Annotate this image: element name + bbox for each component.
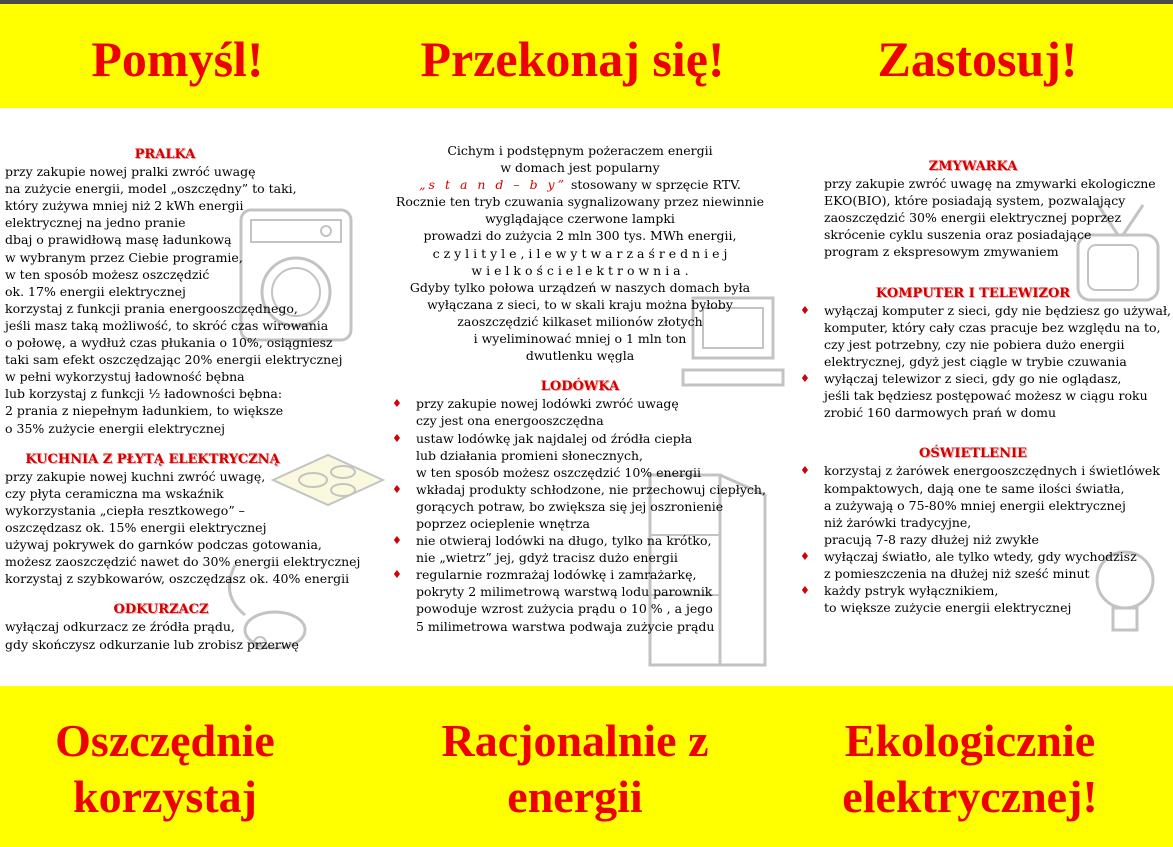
intro-line: zaoszczędzić kilkaset milionów złotych [457,313,703,329]
list-item [390,481,770,532]
standby-rest: stosowany w sprzęcie RTV. [567,177,741,193]
pralka-line: o 35% zużycie energii elektrycznej [5,420,226,436]
pralka-line: przy zakupie nowej pralki zwróć uwagę [5,164,256,180]
diamond-bullet-icon: ♦ [800,464,810,478]
lodowka-list [390,395,770,634]
list-item [390,532,770,566]
middle-column [390,142,770,635]
item-line: gorących potraw, bo zwiększa się jej oszronienie [416,498,724,514]
item-line: czy jest potrzebny, czy nie pobiera dużo energii [824,336,1125,352]
item-line: 5 milimetrowa warstwa podwaja zużycie prądu [416,618,715,634]
pralka-line: taki sam efekt oszczędzając 20% energii elektrycznej [5,352,343,368]
section-title-lodowka: LODÓWKA [540,379,620,395]
zmywarka-line: program z ekspresowym zmywaniem [824,244,1059,260]
item-line: każdy pstryk wyłącznikiem, [824,583,999,599]
header-przekonaj-sie: Przekonaj się! [420,31,725,87]
item-line: niż żarówki tradycyjne, [824,514,972,530]
diamond-bullet-icon: ♦ [800,549,810,563]
section-title-oswietlenie: OŚWIETLENIE [919,446,1027,462]
kuchnia-line: przy zakupie nowej kuchni zwróć uwagę, [5,468,266,484]
intro-line: w domach jest popularny [500,160,660,176]
list-item [798,548,1168,582]
item-line: a zużywają o 75-80% mniej energii elektrycznej [824,497,1126,513]
intro-line: prowadzi do zużycia 2 mln 300 tys. MWh energii, [423,228,737,244]
item-line: przy zakupie nowej lodówki zwróć uwagę [416,396,679,412]
item-line: zrobić 160 darmowych prań w domu [824,405,1057,421]
pralka-line: elektrycznej na jedno pranie [5,215,186,231]
section-title-kuchnia: KUCHNIA Z PŁYTĄ ELEKTRYCZNĄ [25,451,280,467]
item-line: komputer, który cały czas pracuje bez względu na to, [824,319,1161,335]
kuchnia-line: czy płyta ceramiczna ma wskaźnik [5,485,224,501]
item-line: to większe zużycie energii elektrycznej [824,600,1072,616]
item-line: wkładaj produkty schłodzone, nie przechowuj ciepłych, [416,481,766,497]
intro-line: dwutlenku węgla [525,348,635,364]
list-item [798,582,1168,616]
intro-line: wyłączana z sieci, to w skali kraju można byłoby [427,296,733,312]
item-line: wyłączaj telewizor z sieci, gdy go nie oglądasz, [824,371,1122,387]
list-item [390,430,770,481]
kuchnia-line: oszczędzasz ok. 15% energii elektrycznej [5,519,267,535]
zmywarka-line: skrócenie cyklu suszenia oraz posiadające [824,227,1092,243]
header-oszczednie-korzystaj: Oszczędnie korzystaj [55,715,275,822]
item-line: regularnie rozmrażaj lodówkę i zamrażarkę, [416,567,697,583]
header-zastosuj: Zastosuj! [877,31,1078,87]
intro-line-standby [390,176,770,193]
item-line: jeśli tak będziesz postępować możesz w ciągu roku [824,388,1148,404]
list-item [390,566,770,634]
pralka-line: o połowę, a wydłuż czas płukania o 10%, osiągniesz [5,335,333,351]
item-line: nie „wietrz” jej, gdyż tracisz dużo energii [416,550,678,566]
section-title-odkurzacz: ODKURZACZ [113,602,209,618]
item-line: czy jest ona energooszczędna [416,413,604,429]
diamond-bullet-icon: ♦ [800,303,810,317]
diamond-bullet-icon: ♦ [392,534,402,548]
pralka-line: lub korzystaj z funkcji ½ ładowności bębna: [5,386,283,402]
zmywarka-line: zaoszczędzić 30% energii elektrycznej poprzez [824,210,1122,226]
item-line: pokryty 2 milimetrową warstwą lodu parownik [416,584,713,600]
item-line: powoduje wzrost zużycia prądu o 10 % , a jego [416,601,713,617]
diamond-bullet-icon: ♦ [392,397,402,411]
pralka-line: w pełni wykorzystuj ładowność bębna [5,369,245,385]
pralka-line: który zużywa mniej niż 2 kWh energii [5,198,244,214]
section-title-zmywarka: ZMYWARKA [928,159,1018,174]
pralka-line: w wybranym przez Ciebie programie, [5,249,243,265]
list-item [798,370,1168,421]
left-column [5,146,361,653]
pralka-line: korzystaj z funkcji prania energooszczędnego, [5,300,298,316]
pralka-line: na zużycie energii, model „oszczędny” to taki, [5,181,297,197]
pralka-line: jeśli masz taką możliwość, to skróć czas wirowania [5,317,329,333]
item-line: korzystaj z żarówek energooszczędnych i świetlówek [824,463,1160,479]
section-title-pralka: PRALKA [134,147,196,162]
section-title-komputer-telewizor: KOMPUTER I TELEWIZOR [875,285,1071,301]
item-line: kompaktowych, dają one te same ilości światła, [824,480,1125,496]
kuchnia-line: wykorzystania „ciepła resztkowego” – [5,502,245,518]
diamond-bullet-icon: ♦ [392,568,402,582]
intro-line: w i e l k o ś c i e l e k t r o w n i a . [471,262,689,278]
pralka-line: dbaj o prawidłową masę ładunkową [5,232,232,248]
right-column [798,158,1172,616]
header-pomysl: Pomyśl! [91,31,264,87]
komputer-list [798,302,1172,422]
intro-line: i wyeliminować mniej o 1 mln ton [473,331,687,347]
kuchnia-line: możesz zaoszczędzić nawet do 30% energii elektrycznej [5,554,361,570]
header-racjonalnie-z-energii: Racjonalnie z energii [441,715,709,822]
intro-line: wyglądające czerwone lampki [485,211,675,227]
pralka-line: w ten sposób możesz oszczędzić [5,266,210,282]
header-ekologicznie-elektrycznej: Ekologicznie elektrycznej! [842,715,1098,822]
standby-term: „s t a n d – b y” [419,177,568,193]
item-line: pracują 7-8 razy dłużej niż zwykłe [824,531,1039,547]
item-line: nie otwieraj lodówki na długo, tylko na krótko, [416,533,712,549]
item-line: elektrycznej, gdyż jest ciągle w trybie czuwania [824,353,1127,369]
item-line: poprzez ocieplenie wnętrza [416,515,590,531]
oswietlenie-list [798,462,1168,616]
odkurzacz-line: wyłączaj odkurzacz ze źródła prądu, [5,619,235,635]
intro-line: c z y l i t y l e , i l e w y t w a r z a ś r e d n i e j [432,245,728,261]
kuchnia-line: używaj pokrywek do garnków podczas gotowania, [5,537,322,553]
item-line: ustaw lodówkę jak najdalej od źródła ciepła [416,430,693,446]
list-item [390,395,770,429]
diamond-bullet-icon: ♦ [392,482,402,496]
pralka-line: 2 prania z niepełnym ładunkiem, to większe [5,403,284,419]
diamond-bullet-icon: ♦ [800,584,810,598]
kuchnia-line: korzystaj z szybkowarów, oszczędzasz ok. 40% energii [5,571,350,587]
zmywarka-line: przy zakupie zwróć uwagę na zmywarki ekologiczne [824,176,1156,192]
intro-line: Gdyby tylko połowa urządzeń w naszych domach była [409,279,751,295]
diamond-bullet-icon: ♦ [392,431,402,445]
item-line: wyłączaj komputer z sieci, gdy nie będziesz go używał, [824,302,1172,318]
diamond-bullet-icon: ♦ [800,372,810,386]
intro-line: Rocznie ten tryb czuwania sygnalizowany przez niewinnie [395,194,765,210]
item-line: lub działania promieni słonecznych, [416,447,643,463]
intro-line: Cichym i podstępnym pożeraczem energii [447,143,713,158]
zmywarka-line: EKO(BIO), które posiadają system, pozwalający [824,193,1126,209]
item-line: wyłączaj światło, ale tylko wtedy, gdy wychodzisz [824,548,1137,564]
pralka-line: ok. 17% energii elektrycznej [5,283,186,299]
list-item [798,302,1172,370]
item-line: w ten sposób możesz oszczędzić 10% energii [416,464,701,480]
odkurzacz-line: gdy skończysz odkurzanie lub zrobisz przerwę [5,636,299,652]
list-item [798,462,1168,547]
item-line: z pomieszczenia na dłużej niż sześć minut [824,565,1090,581]
